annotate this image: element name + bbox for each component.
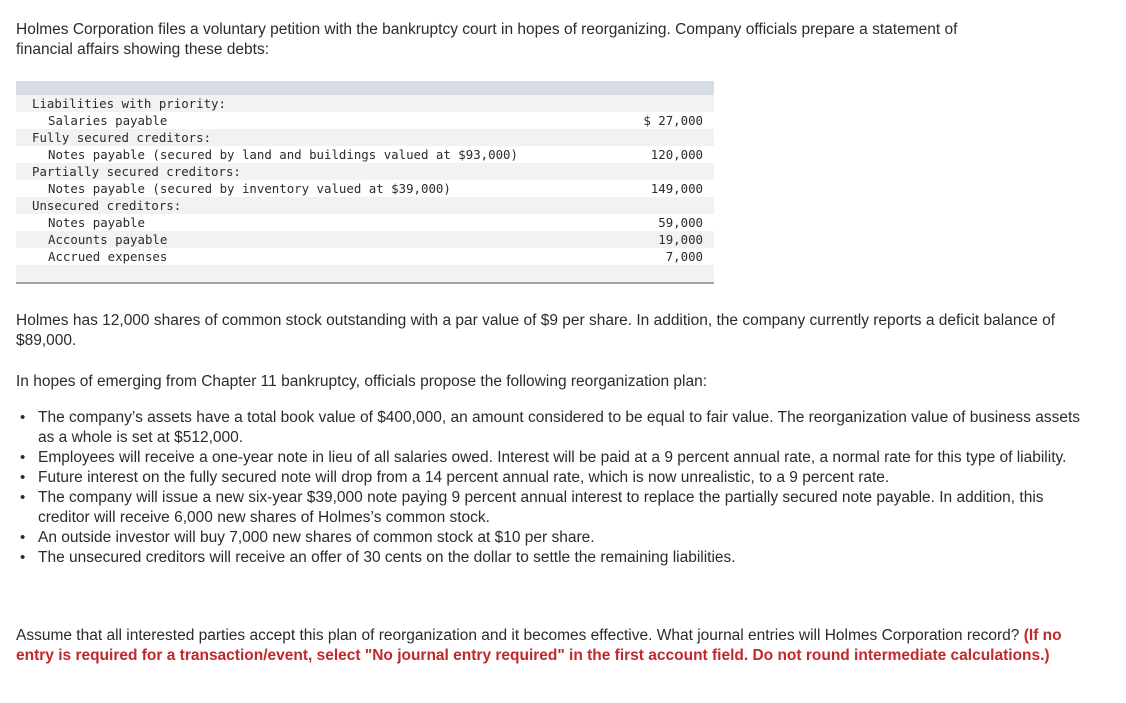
list-item: [20, 448, 1098, 468]
plan-item-text: The unsecured creditors will receive an offer of 30 cents on the dollar to settle the remaining liabilities.: [38, 549, 736, 566]
table-row: [16, 146, 714, 163]
row-label: Accounts payable: [16, 231, 583, 248]
list-item: [20, 488, 1098, 528]
plan-item-text: Employees will receive a one-year note in lieu of all salaries owed. Interest will be paid at a 9 percent annual rate, a normal rate for this type of liability.: [38, 449, 1067, 466]
instruction-text: (If no entry is required for a transaction/event, select "No journal entry required" in the first account field. Do not round intermediate calculations.): [16, 627, 1062, 664]
row-label: Partially secured creditors:: [16, 163, 583, 180]
row-label: Notes payable: [48, 215, 145, 230]
bullet-icon: •: [20, 489, 26, 506]
row-amount: $ 27,000: [643, 113, 703, 128]
row-label: Fully secured creditors:: [16, 129, 583, 146]
row-amount: [583, 163, 714, 180]
plan-item-text: The company’s assets have a total book value of $400,000, an amount considered to be equal to fair value. The reorganization value of business assets as a whole is set at $512,000.: [38, 409, 1081, 446]
table-row: [16, 248, 714, 265]
row-amount: 59,000: [658, 215, 703, 230]
row-label: Salaries payable: [48, 113, 168, 128]
table-row: [16, 129, 714, 146]
plan-item-text: The company will issue a new six-year $39,000 note paying 9 percent annual interest to replace the partially secured note payable. In addition, this creditor will receive 6,000 new shares of Holmes’s common stock.: [38, 489, 1044, 526]
table-row: [16, 197, 714, 214]
row-label: Unsecured creditors:: [16, 197, 583, 214]
table-row: [16, 163, 714, 180]
debts-table: [16, 81, 714, 284]
table-spacer-row: [16, 265, 714, 283]
bullet-icon: •: [20, 409, 26, 426]
row-amount: [583, 88, 714, 112]
table-row: [16, 88, 714, 112]
row-amount: 7,000: [665, 249, 703, 264]
bullet-icon: •: [20, 449, 26, 466]
intro-paragraph: Holmes Corporation files a voluntary petition with the bankruptcy court in hopes of reorganizing. Company officials prepare a statement of financial affairs showing these debts:: [16, 21, 958, 58]
closing-paragraph: [16, 626, 1076, 666]
table-row: [16, 231, 714, 248]
bullet-icon: •: [20, 469, 26, 486]
plan-intro-paragraph: In hopes of emerging from Chapter 11 bankruptcy, officials propose the following reorganization plan:: [16, 373, 708, 390]
row-amount: 120,000: [650, 147, 703, 162]
stock-paragraph: Holmes has 12,000 shares of common stock outstanding with a par value of $9 per share. In addition, the company currently reports a deficit balance of $89,000.: [16, 312, 1056, 349]
row-amount: [583, 129, 714, 146]
list-item: [20, 528, 1098, 548]
bullet-icon: •: [20, 549, 26, 566]
list-item: [20, 408, 1098, 448]
plan-item-text: An outside investor will buy 7,000 new shares of common stock at $10 per share.: [38, 529, 595, 546]
plan-item-text: Future interest on the fully secured note will drop from a 14 percent annual rate, which is now unrealistic, to a 9 percent rate.: [38, 469, 890, 486]
row-amount: 19,000: [583, 231, 714, 248]
list-item: [20, 468, 1098, 488]
row-amount: [583, 197, 714, 214]
table-row: [16, 214, 714, 231]
list-item: [20, 548, 1098, 568]
row-amount: 149,000: [650, 181, 703, 196]
bullet-icon: •: [20, 529, 26, 546]
row-label: Notes payable (secured by land and buildings valued at $93,000): [48, 147, 518, 162]
row-label: Notes payable (secured by inventory valued at $39,000): [48, 181, 451, 196]
table-row: [16, 112, 714, 129]
question-text: Assume that all interested parties accept this plan of reorganization and it becomes effective. What journal entries will Holmes Corporation record?: [16, 627, 1020, 644]
plan-list: [16, 408, 1098, 568]
row-label: Liabilities with priority:: [16, 88, 583, 112]
table-row: [16, 180, 714, 197]
row-label: Accrued expenses: [48, 249, 168, 264]
